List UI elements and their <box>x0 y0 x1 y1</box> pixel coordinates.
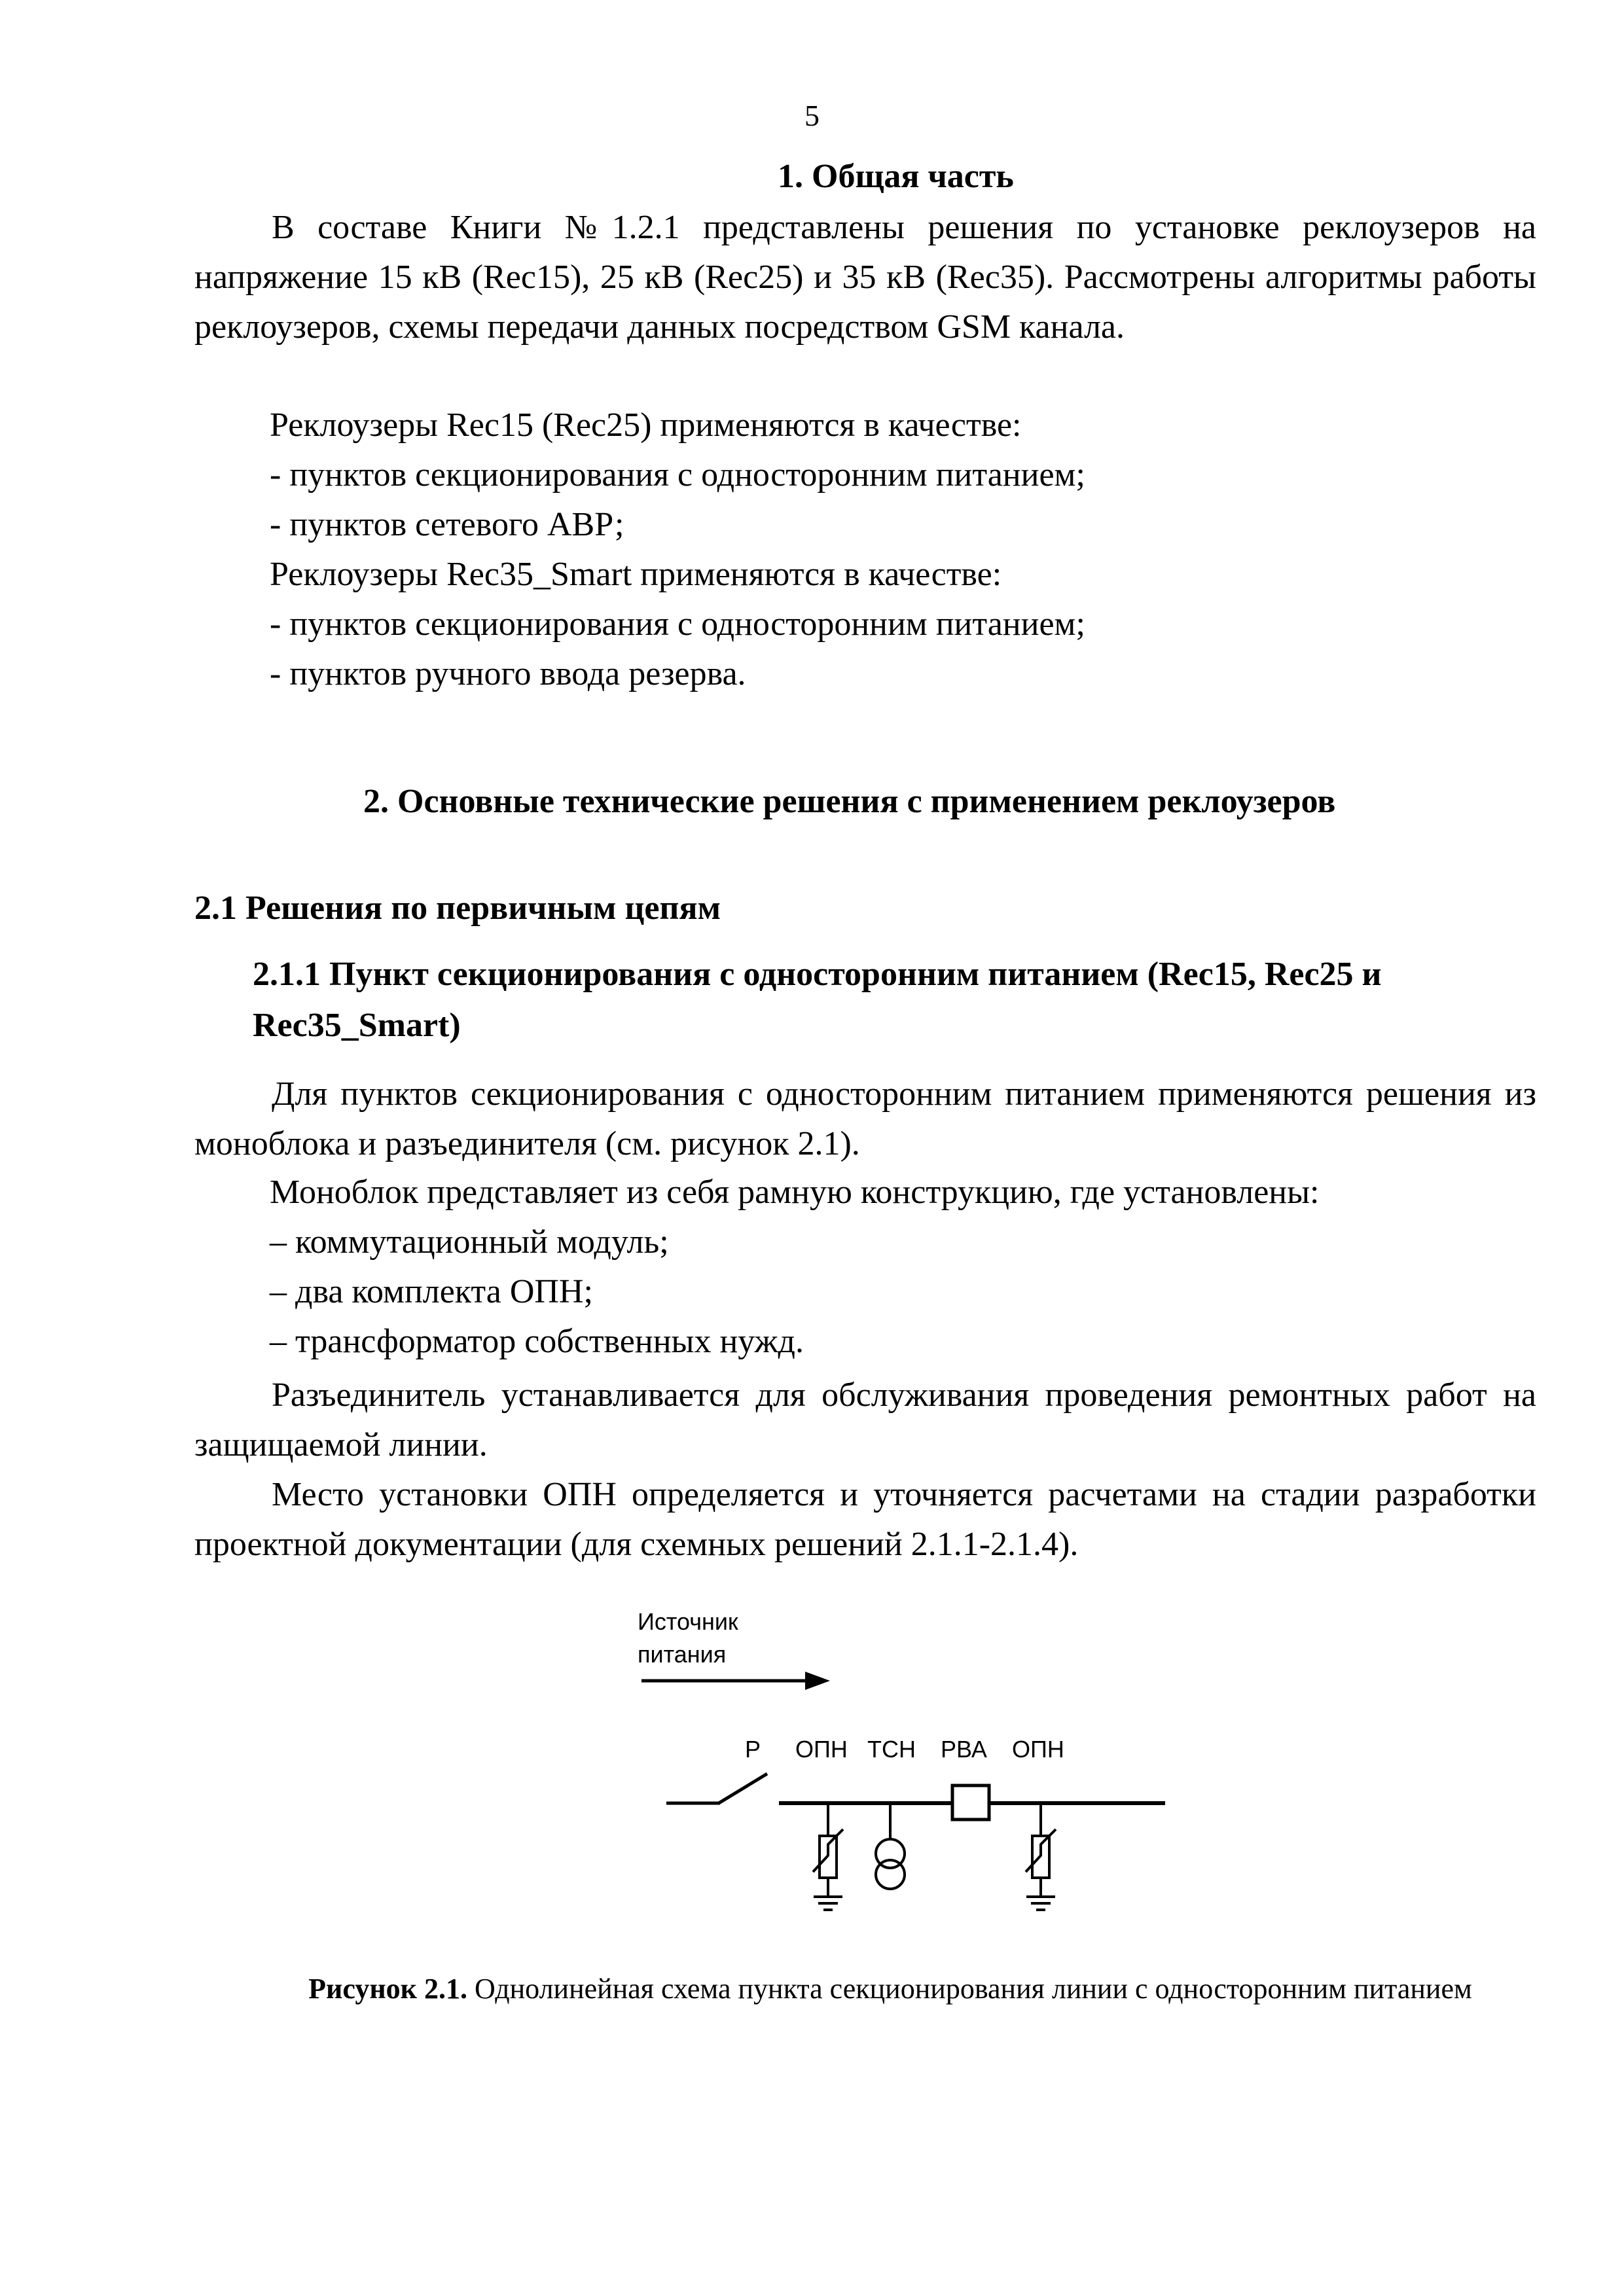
arrow-right-icon <box>641 1672 830 1690</box>
source-label-line1: Источник <box>638 1608 738 1635</box>
rec15-item-1: - пунктов секционирования с односторонним питанием; <box>270 456 1085 493</box>
section-2-title: 2. Основные технические решения с применением реклоузеров <box>363 783 1336 820</box>
rec15-lead: Реклоузеры Rec15 (Rec25) применяются в качестве: <box>270 406 1022 444</box>
rec15-item-2: - пунктов сетевого АВР; <box>270 506 624 543</box>
paragraph-monoblock-desc: Моноблок представляет из себя рамную конструкцию, где установлены: <box>270 1174 1320 1211</box>
surge-arrester-icon <box>813 1803 843 1910</box>
section-2-1-title: 2.1 Решения по первичным цепям <box>194 889 721 927</box>
section-2-1-1-title: 2.1.1 Пункт секционирования с односторонним питанием (Rec15, Rec25 и Rec35_Smart) <box>253 956 1382 1044</box>
label-arrester-2: ОПН <box>1012 1736 1064 1763</box>
section-1-title: 1. Общая часть <box>778 158 1014 195</box>
list-item-aux-transformer: – трансформатор собственных нужд. <box>270 1323 804 1360</box>
list-item-surge-arresters: – два комплекта ОПН; <box>270 1273 593 1310</box>
paragraph-monoblock-intro: Для пунктов секционирования с односторонним питанием применяются решения из моноблока и разъединителя (см. рисунок 2.1). <box>194 1075 1536 1162</box>
figure-caption <box>262 1971 1519 2007</box>
figure-caption-number: Рисунок 2.1. <box>308 1973 468 2005</box>
surge-arrester-icon <box>1026 1803 1056 1910</box>
single-line-diagram <box>622 1597 1211 1967</box>
section-1-intro: В составе Книги №1.2.1 представлены решения по установке реклоузеров на напряжение 15 кВ (Rec15), 25 кВ (Rec25) и 35 кВ (Rec35). Рассмотрены алгоритмы работы реклоузеров, схемы передачи данных посредством GSM канала. <box>194 209 1536 346</box>
figure-caption-text: Однолинейная схема пункта секционирования линии с односторонним питанием <box>467 1973 1472 2005</box>
label-arrester-1: ОПН <box>795 1736 848 1763</box>
page-number: 5 <box>804 99 820 132</box>
source-label-line2: питания <box>638 1641 727 1668</box>
label-recloser: РВА <box>941 1736 987 1763</box>
rec35-lead: Реклоузеры Rec35_Smart применяются в качестве: <box>270 556 1002 593</box>
list-item-switch-module: – коммутационный модуль; <box>270 1223 669 1261</box>
transformer-icon <box>876 1803 905 1889</box>
disconnector-icon <box>666 1774 767 1803</box>
rec35-item-2: - пунктов ручного ввода резерва. <box>270 655 746 692</box>
diagram-svg <box>622 1597 1211 1964</box>
paragraph-arrester-location: Место установки ОПН определяется и уточняется расчетами на стадии разработки проектной документации (для схемных решений 2.1.1-2.1.4). <box>194 1476 1536 1563</box>
label-aux-transformer: ТСН <box>867 1736 916 1763</box>
recloser-icon <box>952 1785 989 1820</box>
rec35-item-1: - пунктов секционирования с односторонним питанием; <box>270 605 1085 643</box>
label-disconnector: Р <box>745 1736 761 1763</box>
paragraph-disconnector: Разъединитель устанавливается для обслуживания проведения ремонтных работ на защищаемой линии. <box>194 1376 1536 1463</box>
